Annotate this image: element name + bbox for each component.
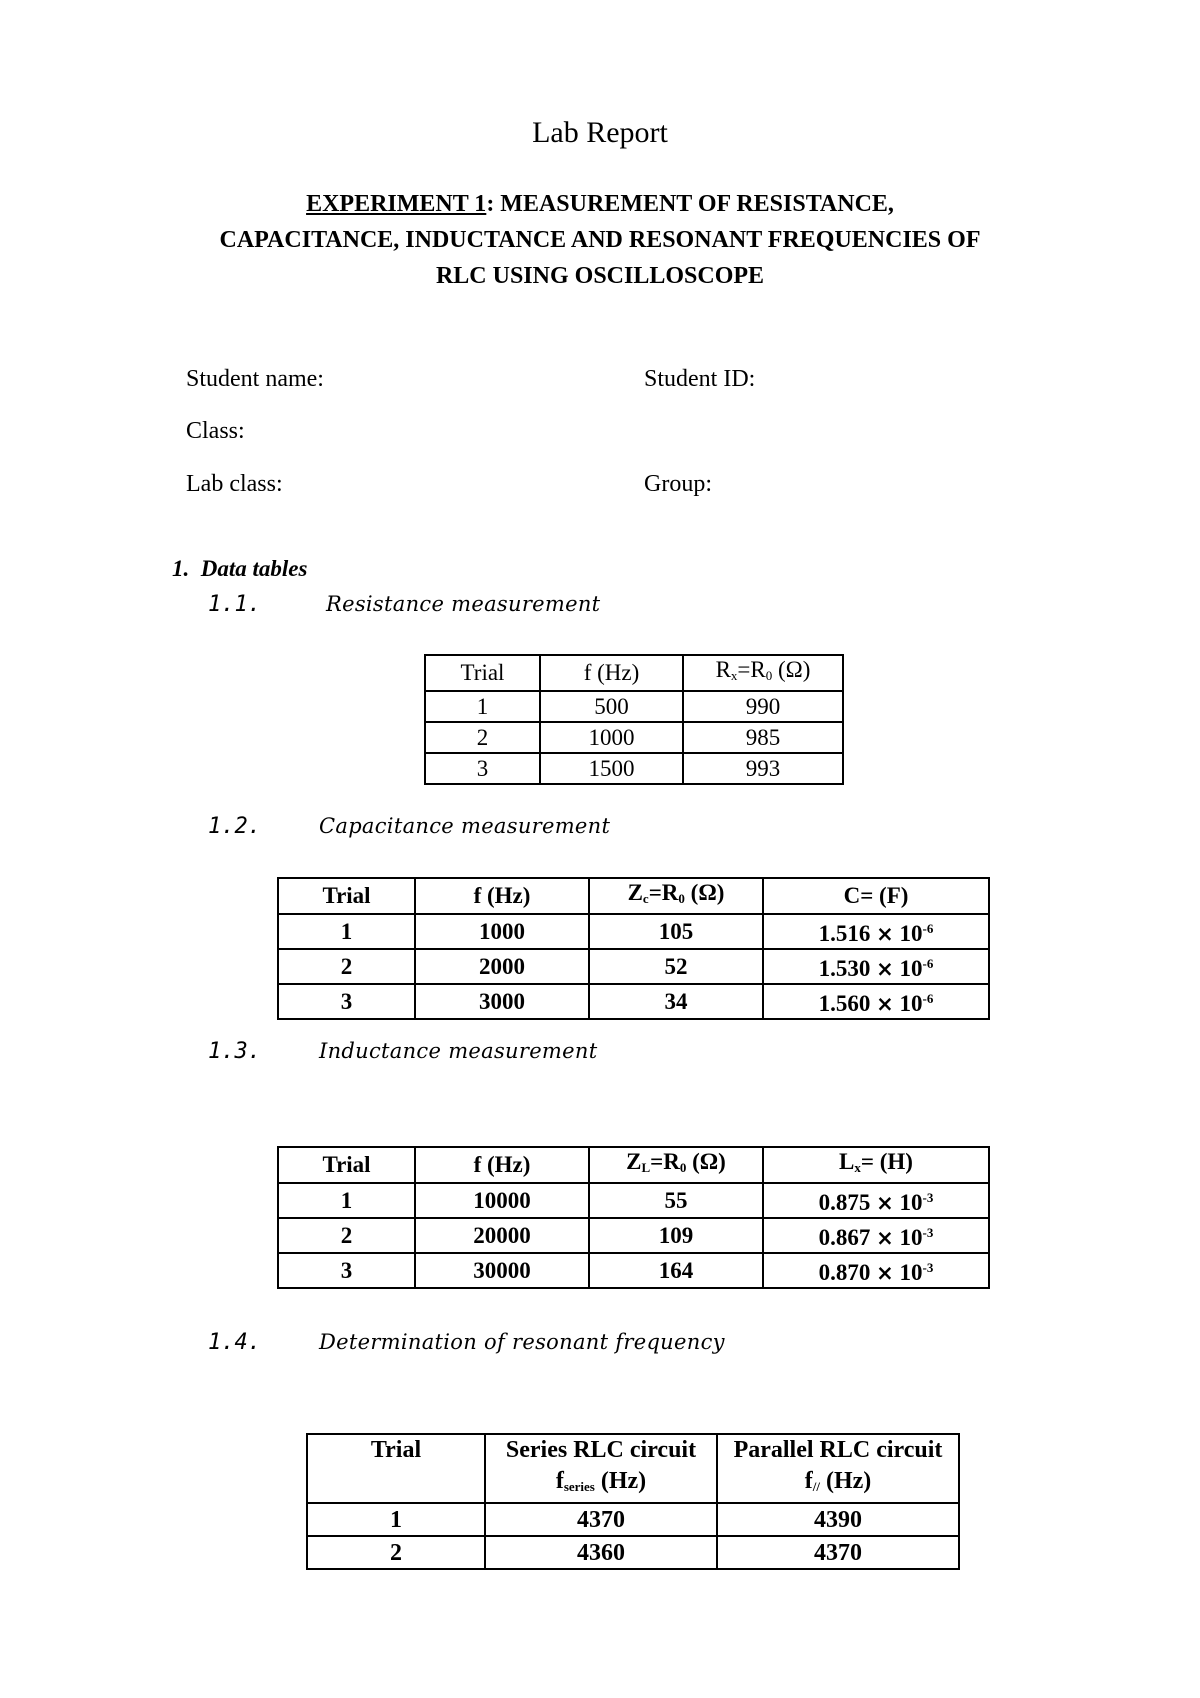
table-header-row	[425, 655, 843, 691]
resistance-number: 1.1.	[208, 592, 261, 617]
times-icon: ×	[876, 1261, 894, 1285]
header-trial: Trial	[425, 655, 540, 691]
resonance-table	[306, 1433, 960, 1570]
header-series: Series RLC circuit $f_{series}$ (Hz)	[485, 1434, 717, 1503]
header-trial: Trial	[307, 1434, 485, 1503]
header-resistance: $R_x=R_0$ (Ω)	[683, 655, 843, 691]
resonance-number: 1.4.	[208, 1330, 261, 1355]
capacitance-number: 1.2.	[208, 814, 261, 839]
capacitance-table	[277, 877, 990, 1020]
table-row: 1 4370 4390	[307, 1503, 959, 1536]
section-1-number: 1.	[172, 556, 190, 581]
resistance-table	[424, 654, 844, 785]
times-icon: ×	[876, 957, 894, 981]
class-label: Class:	[186, 418, 245, 444]
section-1-title: Data tables	[200, 556, 308, 581]
table-row: 3 1500 993	[425, 753, 843, 784]
table-header-row	[278, 878, 989, 914]
times-icon: ×	[876, 922, 894, 946]
header-frequency: f (Hz)	[540, 655, 683, 691]
experiment-line-2: CAPACITANCE, INDUCTANCE AND RESONANT FREQUENCIES OF	[219, 227, 981, 253]
resistance-heading: Resistance measurement	[326, 592, 601, 616]
lab-class-label: Lab class:	[186, 471, 283, 497]
inductance-table	[277, 1146, 990, 1289]
header-impedance: $Z_L=R_0$ (Ω)	[589, 1147, 763, 1183]
student-name-label: Student name:	[186, 366, 324, 392]
table-header-row	[278, 1147, 989, 1183]
header-frequency: f (Hz)	[415, 878, 589, 914]
experiment-label: EXPERIMENT 1	[306, 191, 487, 217]
header-parallel: Parallel RLC circuit $f_{//}$ (Hz)	[717, 1434, 959, 1503]
experiment-heading	[150, 186, 1050, 294]
times-icon: ×	[876, 1226, 894, 1250]
page-title: Lab Report	[532, 116, 668, 149]
experiment-line-1	[150, 186, 1050, 222]
experiment-line-1-rest: : MEASUREMENT OF RESISTANCE,	[486, 191, 894, 217]
header-frequency: f (Hz)	[415, 1147, 589, 1183]
header-impedance: $Z_c=R_0$ (Ω)	[589, 878, 763, 914]
inductance-heading: Inductance measurement	[319, 1039, 598, 1063]
capacitance-heading: Capacitance measurement	[319, 814, 611, 838]
table-row: 2 2000 52 $1.530 \times 10^{-6}$	[278, 949, 989, 984]
header-trial: Trial	[278, 1147, 415, 1183]
student-id-label: Student ID:	[644, 366, 756, 392]
table-row: 1 1000 105 $1.516 \times 10^{-6}$	[278, 914, 989, 949]
table-row: 1 500 990	[425, 691, 843, 722]
table-row: 3 30000 164 $0.870 \times 10^{-3}$	[278, 1253, 989, 1288]
table-row: 2 4360 4370	[307, 1536, 959, 1569]
section-1-heading	[172, 556, 307, 582]
times-icon: ×	[876, 992, 894, 1016]
resonance-heading: Determination of resonant frequency	[319, 1330, 725, 1354]
header-capacitance: C= (F)	[763, 878, 989, 914]
table-row: 1 10000 55 $0.875 \times 10^{-3}$	[278, 1183, 989, 1218]
header-trial: Trial	[278, 878, 415, 914]
table-row: 2 1000 985	[425, 722, 843, 753]
experiment-line-3: RLC USING OSCILLOSCOPE	[435, 263, 765, 289]
inductance-number: 1.3.	[208, 1039, 261, 1064]
table-header-row	[307, 1434, 959, 1503]
table-row: 2 20000 109 $0.867 \times 10^{-3}$	[278, 1218, 989, 1253]
header-inductance: $L_x= (H)$	[763, 1147, 989, 1183]
table-row: 3 3000 34 $1.560 \times 10^{-6}$	[278, 984, 989, 1019]
group-label: Group:	[644, 471, 712, 497]
times-icon: ×	[876, 1191, 894, 1215]
